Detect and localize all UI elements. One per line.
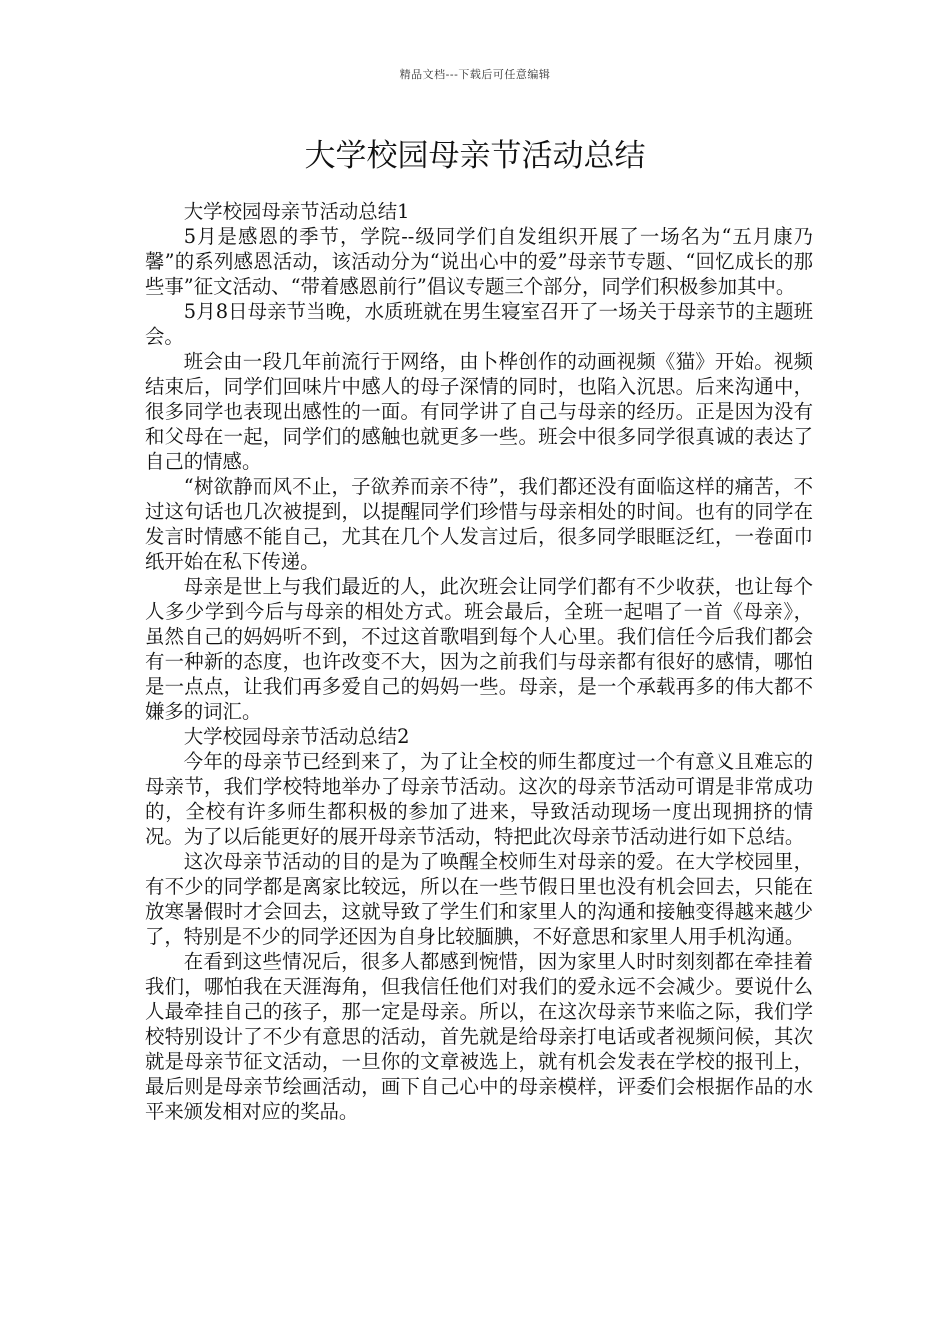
section-heading-2: 大学校园母亲节活动总结2	[183, 725, 410, 748]
body-paragraph: 5月8日母亲节当晚，水质班就在男生寝室召开了一场关于母亲节的主题班会。	[145, 300, 813, 348]
body-paragraph: 在看到这些情况后，很多人都感到惋惜，因为家里人时时刻刻都在牵挂着我们，哪怕我在天涯海角，但我信任他们对我们的爱永远不会减少。要说什么人最牵挂自己的孩子，那一定是母亲。所以，在这次母亲节来临之际，我们学校特别设计了不少有意思的活动，首先就是给母亲打电话或者视频问候，其次就是母亲节征文活动，一旦你的文章被选上，就有机会发表在学校的报刊上，最后则是母亲节绘画活动，画下自己心中的母亲模样，评委们会根据作品的水平来颁发相对应的奖品。	[145, 950, 813, 1123]
body-paragraph: 班会由一段几年前流行于网络，由卜桦创作的动画视频《猫》开始。视频结束后，同学们回味片中感人的母子深情的同时，也陷入沉思。后来沟通中，很多同学也表现出感性的一面。有同学讲了自己与母亲的经历。正是因为没有和父母在一起，同学们的感触也就更多一些。班会中很多同学很真诚的表达了自己的情感。	[145, 350, 813, 473]
page-header: 精品文档---下载后可任意编辑	[399, 68, 551, 81]
document-body	[145, 199, 813, 1124]
body-paragraph: 母亲是世上与我们最近的人，此次班会让同学们都有不少收获，也让每个人多少学到今后与母亲的相处方式。班会最后，全班一起唱了一首《母亲》，虽然自己的妈妈听不到，不过这首歌唱到每个人心里。我们信任今后我们都会有一种新的态度，也许改变不大，因为之前我们与母亲都有很好的感情，哪怕是一点点，让我们再多爱自己的妈妈一些。母亲，是一个承载再多的伟大都不嫌多的词汇。	[145, 575, 813, 723]
body-paragraph: 今年的母亲节已经到来了，为了让全校的师生都度过一个有意义且难忘的母亲节，我们学校特地举办了母亲节活动。这次的母亲节活动可谓是非常成功的，全校有许多师生都积极的参加了进来，导致活动现场一度出现拥挤的情况。为了以后能更好的展开母亲节活动，特把此次母亲节活动进行如下总结。	[145, 750, 813, 848]
body-paragraph: 这次母亲节活动的目的是为了唤醒全校师生对母亲的爱。在大学校园里，有不少的同学都是离家比较远，所以在一些节假日里也没有机会回去，只能在放寒暑假时才会回去，这就导致了学生们和家里人的沟通和接触变得越来越少了，特别是不少的同学还因为自身比较腼腆，不好意思和家里人用手机沟通。	[145, 850, 813, 948]
body-paragraph: “树欲静而风不止，子欲养而亲不待”，我们都还没有面临这样的痛苦，不过这句话也几次被提到，以提醒同学们珍惜与母亲相处的时间。也有的同学在发言时情感不能自己，尤其在几个人发言过后，很多同学眼眶泛红，一卷面巾纸开始在私下传递。	[145, 475, 813, 573]
body-paragraph: 5月是感恩的季节，学院--级同学们自发组织开展了一场名为“五月康乃馨”的系列感恩活动，该活动分为“说出心中的爱”母亲节专题、“回忆成长的那些事”征文活动、“带着感恩前行”倡议专题三个部分，同学们积极参加其中。	[145, 225, 813, 298]
section-heading-1: 大学校园母亲节活动总结1	[183, 200, 410, 223]
document-title: 大学校园母亲节活动总结	[304, 138, 646, 174]
